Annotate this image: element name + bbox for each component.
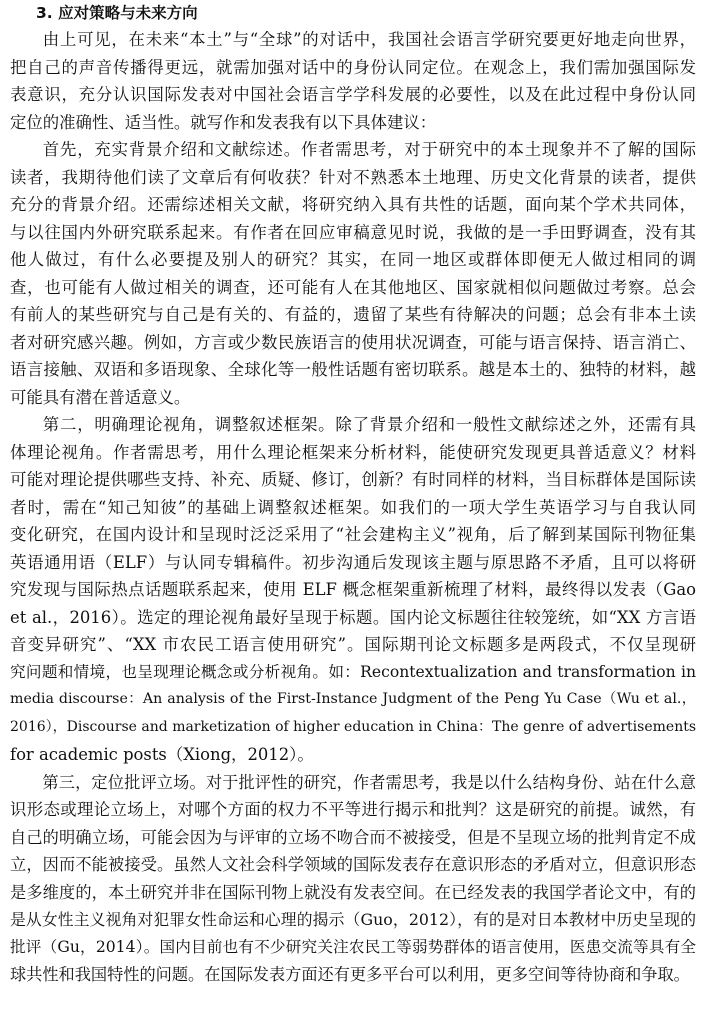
text-line: 首先，充实背景介绍和文献综述。作者需思考，对于研究中的本土现象并不了解的国际 (42, 140, 696, 159)
text-line: 与以往国内外研究联系起来。有作者在回应审稿意见时说，我做的是一手田野调查，没有其 (10, 222, 696, 242)
text-line: 体理论视角。作者需思考，用什么理论框架来分析材料，能使研究发现更具普适意义？材料 (10, 442, 696, 462)
text-line: 第三，定位批评立场。对于批评性的研究，作者需思考，我是以什么结构身份、站在什么意 (42, 772, 696, 792)
text-line: 表意识，充分认识国际发表对中国社会语言学学科发展的必要性，以及在此过程中身份认同 (10, 85, 696, 104)
text-line: 查，也可能有人做过相关的调查，还可能有人在其他地区、国家就相似问题做过考察。总会 (10, 277, 696, 297)
text-line: media discourse：An analysis of the First-Instance Judgment of the Peng Yu Case（Wu et al.， (10, 691, 696, 707)
text-line: 定位的准确性、适当性。就写作和发表我有以下具体建议： (10, 112, 437, 132)
text-line: 球共性和我国特性的问题。在国际发表方面还有更多平台可以利用，更多空间等待协商和争取。 (10, 965, 690, 984)
text-line: 英语通用语（ELF）与认同专辑稿件。初步沟通后发现该主题与原思路不矛盾，且可以将研 (10, 552, 696, 572)
text-line: 是多维度的，本土研究并非在国际刊物上就没有发表空间。在已经发表的我国学者论文中，有的 (10, 882, 696, 902)
text-line: 者对研究感兴趣。例如，方言或少数民族语言的使用状况调查，可能与语言保持、语言消亡、 (10, 332, 696, 352)
text-line: 可能具有潜在普适意义。 (10, 387, 191, 407)
text-line: 2016），Discourse and marketization of higher education in China：The genre of advertisements (10, 718, 696, 735)
text-line: 充分的背景介绍。还需综述相关文献，将研究纳入具有共性的话题，面向某个学术共同体， (10, 195, 696, 214)
text-line: 读者，我期待他们读了文章后有何收获？针对不熟悉本土地理、历史文化背景的读者，提供 (10, 167, 696, 187)
text-line: 有前人的某些研究与自己是有关的、有益的，遗留了某些有待解决的问题；总会有非本土读 (10, 305, 696, 324)
text-line: 第二，明确理论视角，调整叙述框架。除了背景介绍和一般性文献综述之外，还需有具 (42, 415, 696, 434)
paragraph-first (10, 136, 696, 411)
paragraph-second (10, 411, 696, 769)
text-line: 语言接触、双语和多语现象、全球化等一般性话题有密切联系。越是本土的、独特的材料，越 (10, 360, 696, 379)
text-line: 批评（Gu，2014）。国内目前也有不少研究关注农民工等弱势群体的语言使用，医患交流等具有全 (10, 937, 696, 956)
text-line: 自己的明确立场，可能会因为与评审的立场不吻合而不被接受，但是不呈现立场的批判肯定不成 (10, 827, 696, 847)
text-line: 他人做过，有什么必要提及别人的研究？其实，在同一地区或群体即便无人做过相同的调 (10, 250, 696, 269)
text-line: 立，因而不能被接受。虽然人文社会科学领域的国际发表存在意识形态的矛盾对立，但意识形态 (10, 855, 696, 874)
text-line: et al.，2016）。选定的理论视角最好呈现于标题。国内论文标题往往较笼统，如“XX 方言语 (10, 607, 696, 627)
text-line: 是从女性主义视角对犯罪女性命运和心理的揭示（Guo，2012），有的是对日本教材中历史呈现的 (10, 910, 696, 929)
text-line: 可能对理论提供哪些支持、补充、质疑、修订，创新？有时同样的材料，当目标群体是国际读 (10, 470, 696, 489)
section-heading: 3. 应对策略与未来方向 (36, 4, 198, 22)
paragraph-intro (10, 26, 696, 136)
text-line: 变化研究，在国内设计和呈现时泛泛采用了“社会建构主义”视角，后了解到某国际刊物征集 (10, 525, 696, 544)
paragraph-third (10, 769, 696, 989)
text-line: 把自己的声音传播得更远，就需加强对话中的身份认同定位。在观念上，我们需加强国际发 (10, 57, 696, 77)
text-line: 音变异研究”、“XX 市农民工语言使用研究”。国际期刊论文标题多是两段式，不仅呈现研 (10, 635, 696, 654)
text-line: 者时，需在“知己知彼”的基础上调整叙述框架。如我们的一项大学生英语学习与自我认同 (10, 497, 696, 517)
text-line: 究问题和情境，也呈现理论概念或分析视角。如：Recontextualization and transformation in (10, 662, 696, 681)
text-line: 究发现与国际热点话题联系起来，使用 ELF 概念框架重新梳理了材料，最终得以发表（Gao (10, 580, 696, 599)
text-line: 识形态或理论立场上，对哪个方面的权力不平等进行揭示和批判？这是研究的前提。诚然，有 (10, 800, 696, 819)
text-line: for academic posts（Xiong，2012）。 (10, 745, 314, 764)
text-line: 由上可见，在未来“本土”与“全球”的对话中，我国社会语言学研究要更好地走向世界， (42, 30, 696, 49)
article-page (10, 2, 696, 989)
